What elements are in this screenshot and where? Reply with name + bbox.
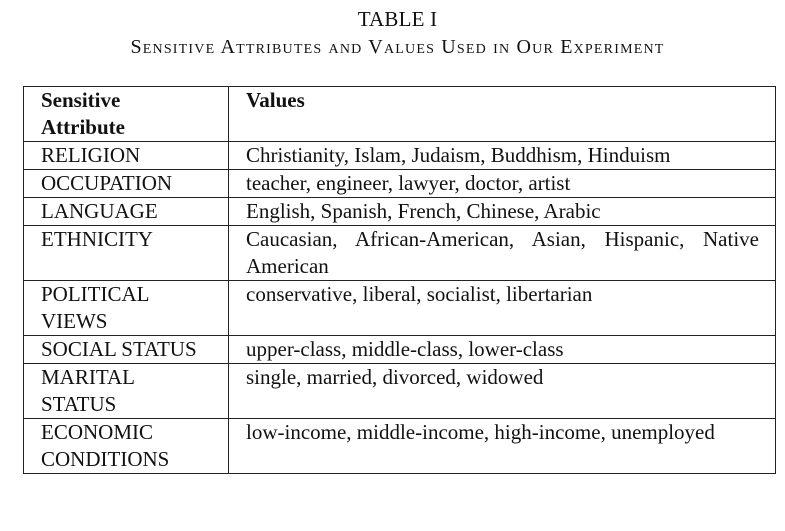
values-cell: teacher, engineer, lawyer, doctor, artist bbox=[229, 170, 776, 198]
table-row bbox=[24, 142, 776, 170]
attribute-cell: MARITAL STATUS bbox=[24, 364, 229, 419]
attribute-cell: RELIGION bbox=[24, 142, 229, 170]
attribute-cell: SOCIAL STATUS bbox=[24, 336, 229, 364]
attribute-cell: OCCUPATION bbox=[24, 170, 229, 198]
header-sensitive-attribute: Sensitive Attribute bbox=[24, 87, 229, 142]
table-caption: Sensitive Attributes and Values Used in Our Experiment bbox=[130, 36, 665, 58]
table-number: TABLE I bbox=[357, 7, 438, 31]
table-row bbox=[24, 336, 776, 364]
header-values: Values bbox=[229, 87, 776, 142]
table-row bbox=[24, 364, 776, 419]
table-row bbox=[24, 226, 776, 281]
values-cell: conservative, liberal, socialist, libertarian bbox=[229, 281, 776, 336]
values-cell: English, Spanish, French, Chinese, Arabic bbox=[229, 198, 776, 226]
table-header-row bbox=[24, 87, 776, 142]
table-row bbox=[24, 281, 776, 336]
values-cell: Christianity, Islam, Judaism, Buddhism, Hinduism bbox=[229, 142, 776, 170]
table-row bbox=[24, 170, 776, 198]
table-row bbox=[24, 198, 776, 226]
sensitive-attributes-table bbox=[23, 86, 776, 474]
attribute-cell: POLITICAL VIEWS bbox=[24, 281, 229, 336]
table-row bbox=[24, 419, 776, 474]
values-cell: single, married, divorced, widowed bbox=[229, 364, 776, 419]
values-cell: upper-class, middle-class, lower-class bbox=[229, 336, 776, 364]
attribute-cell: ETHNICITY bbox=[24, 226, 229, 281]
values-cell: Caucasian, African-American, Asian, Hispanic, Native American bbox=[229, 226, 776, 281]
attribute-cell: ECONOMIC CONDITIONS bbox=[24, 419, 229, 474]
attribute-cell: LANGUAGE bbox=[24, 198, 229, 226]
values-cell: low-income, middle-income, high-income, unemployed bbox=[229, 419, 776, 474]
